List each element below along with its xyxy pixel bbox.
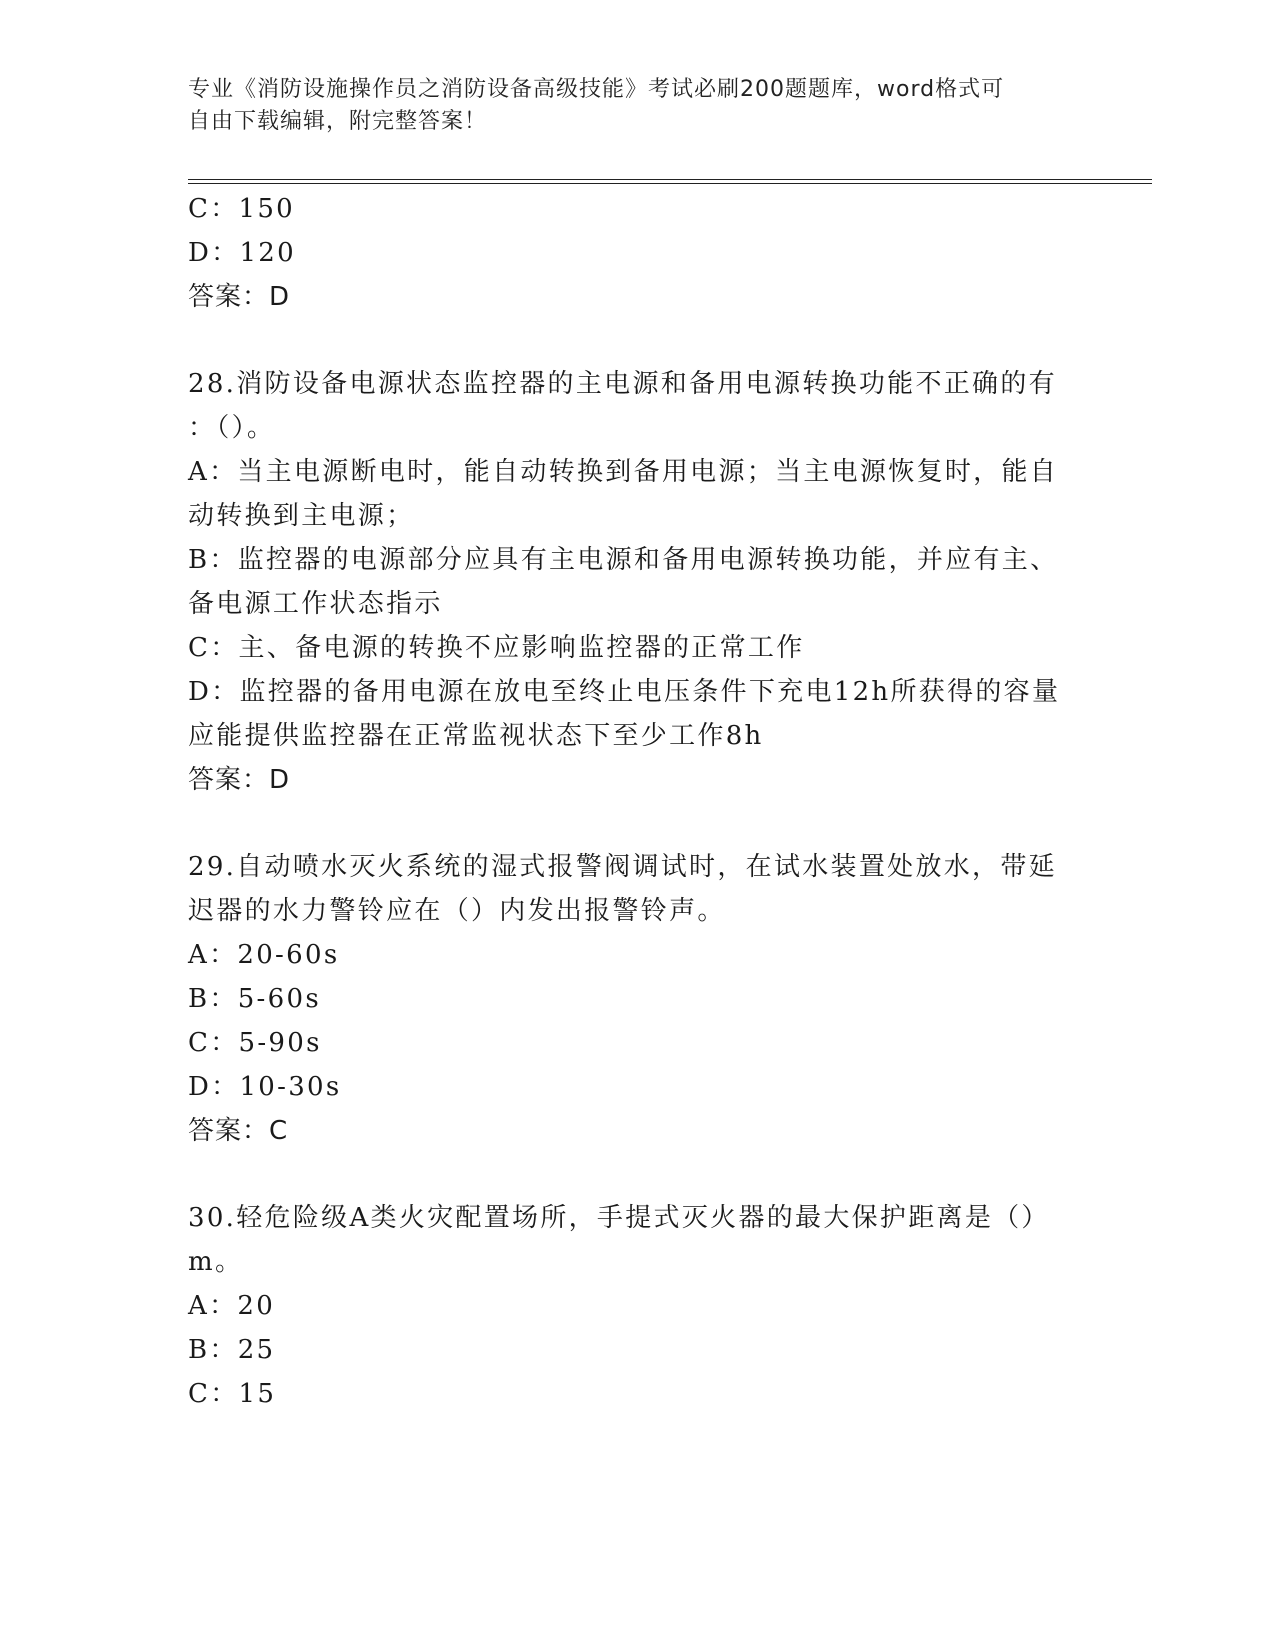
q28-answer: 答案：D xyxy=(188,765,291,795)
prev-answer: 答案：D xyxy=(188,282,291,312)
document-header xyxy=(188,74,1068,138)
q28-option-d-line-1: D：监控器的备用电源在放电至终止电压条件下充电12h所获得的容量 xyxy=(188,677,1061,707)
q30-option-a: A：20 xyxy=(188,1291,276,1321)
header-line-1: 专业《消防设施操作员之消防设备高级技能》考试必刷200题题库，word格式可 xyxy=(188,77,1005,102)
q28-stem-line-1: 28.消防设备电源状态监控器的主电源和备用电源转换功能不正确的有 xyxy=(188,369,1057,399)
q30-stem-line-2: m。 xyxy=(188,1247,244,1277)
q28-option-d-line-2: 应能提供监控器在正常监视状态下至少工作8h xyxy=(188,721,764,751)
q28-option-a-line-1: A：当主电源断电时，能自动转换到备用电源；当主电源恢复时，能自 xyxy=(188,457,1059,487)
header-divider-top xyxy=(188,179,1152,180)
q28-stem-line-2: ：（）。 xyxy=(188,413,276,443)
q29-stem-line-1: 29.自动喷水灭火系统的湿式报警阀调试时，在试水装置处放水，带延 xyxy=(188,852,1057,882)
prev-option-c: C：150 xyxy=(188,194,296,224)
q28-option-c: C：主、备电源的转换不应影响监控器的正常工作 xyxy=(188,633,805,663)
header-line-2: 自由下载编辑，附完整答案！ xyxy=(188,109,488,134)
q29-option-d: D：10-30s xyxy=(188,1072,342,1102)
q29-option-a: A：20-60s xyxy=(188,940,340,970)
q30-stem-line-1: 30.轻危险级A类火灾配置场所，手提式灭火器的最大保护距离是（） xyxy=(188,1203,1050,1233)
q28-option-b-line-1: B：监控器的电源部分应具有主电源和备用电源转换功能，并应有主、 xyxy=(188,545,1059,575)
q28-option-a-line-2: 动转换到主电源； xyxy=(188,501,415,531)
q30-option-b: B：25 xyxy=(188,1335,276,1365)
q28-option-b-line-2: 备电源工作状态指示 xyxy=(188,589,443,619)
q30-option-c: C：15 xyxy=(188,1379,277,1409)
q29-option-c: C：5-90s xyxy=(188,1028,322,1058)
q29-answer: 答案：C xyxy=(188,1116,289,1146)
header-divider-bottom xyxy=(188,183,1152,184)
prev-option-d: D：120 xyxy=(188,238,296,268)
q29-option-b: B：5-60s xyxy=(188,984,321,1014)
q29-stem-line-2: 迟器的水力警铃应在（）内发出报警铃声。 xyxy=(188,896,726,926)
